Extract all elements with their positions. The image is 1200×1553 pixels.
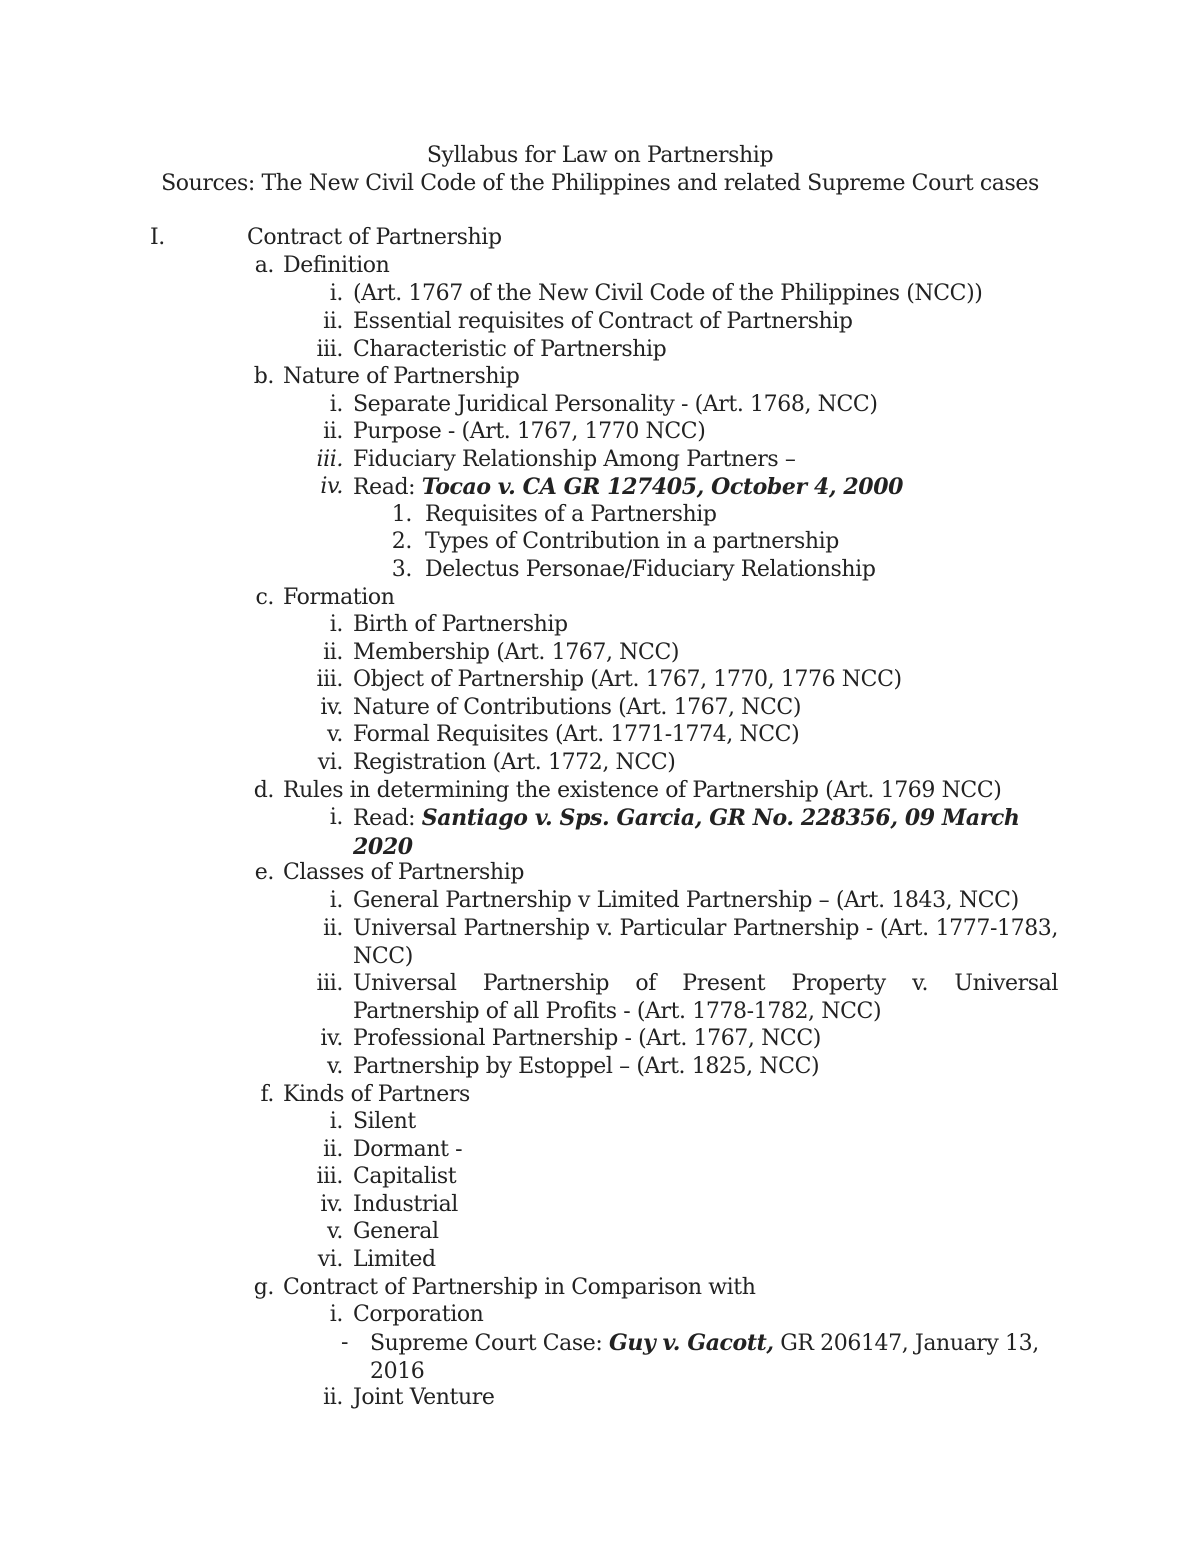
outline-marker: ii. [323, 309, 343, 334]
outline-item-c-v [0, 721, 1200, 749]
case-note-line [370, 1329, 1060, 1386]
outline-marker: i. [329, 281, 343, 306]
outline-item-e-iv [0, 1025, 1200, 1053]
outline-marker: ii. [323, 1137, 343, 1162]
outline-item-I [0, 224, 1200, 252]
outline-text: Requisites of a Partnership [425, 502, 717, 527]
case-note-prefix: Supreme Court Case: [370, 1331, 609, 1356]
outline-text: Corporation [353, 1302, 484, 1327]
outline-marker: i. [329, 1109, 343, 1134]
outline-text: Separate Juridical Personality - (Art. 1768, NCC) [353, 392, 878, 417]
outline-marker: i. [329, 612, 343, 637]
outline-item-f-v [0, 1218, 1200, 1246]
outline-text: Kinds of Partners [283, 1082, 470, 1107]
outline-item-c-i [0, 611, 1200, 639]
outline-marker: vi. [317, 750, 343, 775]
read-prefix: Read: [353, 475, 422, 500]
outline-text: Characteristic of Partnership [353, 337, 667, 362]
outline-marker: v. [326, 1054, 343, 1079]
outline-text: Contract of Partnership in Comparison with [283, 1275, 756, 1300]
outline-item-c-iii [0, 666, 1200, 694]
document-sources: Sources: The New Civil Code of the Philippines and related Supreme Court cases [161, 171, 1039, 196]
outline-marker: vi. [317, 1247, 343, 1272]
outline-text: Definition [283, 253, 390, 278]
outline-text: Universal Partnership of Present Property v. Universal Partnership of all Profits - (Art. 1778-1782, NCC) [353, 971, 1058, 1024]
outline-marker: iii. [316, 971, 343, 996]
outline-text: Contract of Partnership [247, 225, 502, 250]
case-citation: Tocao v. CA GR 127405, October 4, 2000 [421, 474, 904, 500]
outline-item-b-i [0, 391, 1200, 419]
outline-item-f-vi [0, 1246, 1200, 1274]
document-title: Syllabus for Law on Partnership [426, 143, 774, 168]
outline-marker: a. [254, 253, 274, 278]
outline-marker: iv. [320, 695, 343, 720]
outline-item-e [0, 859, 1200, 887]
outline-item-b-iii [0, 446, 1200, 474]
outline-text: Object of Partnership (Art. 1767, 1770, 1776 NCC) [353, 667, 902, 692]
outline-marker: i. [329, 888, 343, 913]
outline-item-f-i [0, 1108, 1200, 1136]
outline-item-c [0, 584, 1200, 612]
outline-marker: 3. [391, 557, 412, 582]
outline-marker: i. [329, 392, 343, 417]
outline-text: Birth of Partnership [353, 612, 568, 637]
read-case-line [353, 473, 903, 502]
outline-item-c-ii [0, 639, 1200, 667]
outline-marker: iii. [316, 337, 343, 362]
outline-text: Fiduciary Relationship Among Partners – [353, 447, 796, 472]
outline-text: Dormant - [353, 1137, 463, 1162]
outline-item-b-iv-2 [0, 528, 1200, 556]
outline-marker: iv. [320, 1026, 343, 1051]
outline-item-b-iv-3 [0, 556, 1200, 584]
outline-text: Registration (Art. 1772, NCC) [353, 750, 676, 775]
outline-text: Formal Requisites (Art. 1771-1774, NCC) [353, 722, 800, 747]
outline-item-g [0, 1274, 1200, 1302]
outline-item-g-ii [0, 1384, 1200, 1412]
outline-marker: ii. [323, 640, 343, 665]
outline-text: General Partnership v Limited Partnership – (Art. 1843, NCC) [353, 888, 1019, 913]
outline-text: Partnership by Estoppel – (Art. 1825, NCC) [353, 1054, 820, 1079]
outline-item-c-vi [0, 749, 1200, 777]
outline-item-a-ii [0, 308, 1200, 336]
outline-marker: iii. [316, 447, 343, 472]
outline-text: Nature of Contributions (Art. 1767, NCC) [353, 695, 802, 720]
outline-marker: iv. [320, 474, 343, 499]
outline-marker: I. [150, 225, 165, 250]
read-case-line [353, 804, 1058, 862]
outline-marker: i. [329, 1302, 343, 1327]
outline-text: Nature of Partnership [283, 364, 520, 389]
outline-marker: i. [329, 805, 343, 830]
outline-text: Limited [353, 1247, 436, 1272]
outline-marker: - [340, 1330, 348, 1355]
outline-marker: ii. [323, 1385, 343, 1410]
outline-text: Delectus Personae/Fiduciary Relationship [425, 557, 876, 582]
outline-marker: ii. [323, 916, 343, 941]
outline-text: Professional Partnership - (Art. 1767, NCC) [353, 1026, 821, 1051]
outline-marker: iii. [316, 667, 343, 692]
read-prefix: Read: [353, 806, 422, 831]
outline-item-f-iii [0, 1163, 1200, 1191]
outline-text: (Art. 1767 of the New Civil Code of the Philippines (NCC)) [353, 281, 983, 306]
outline-marker: iv. [320, 1192, 343, 1217]
outline-item-b [0, 363, 1200, 391]
outline-text: Purpose - (Art. 1767, 1770 NCC) [353, 419, 706, 444]
outline-item-a-i [0, 280, 1200, 308]
outline-item-g-i-case [0, 1329, 1200, 1384]
outline-item-e-iii [0, 970, 1200, 1024]
outline-marker: d. [253, 778, 274, 803]
outline-marker: b. [253, 364, 274, 389]
outline-marker: ii. [323, 419, 343, 444]
outline-text: Universal Partnership v. Particular Partnership - (Art. 1777-1783, NCC) [353, 916, 1058, 969]
outline-text: Capitalist [353, 1164, 457, 1189]
outline-text: Rules in determining the existence of Partnership (Art. 1769 NCC) [283, 778, 1002, 803]
case-citation: Santiago v. Sps. Garcia, GR No. 228356, 09 March 2020 [353, 805, 1020, 860]
outline-item-d [0, 777, 1200, 805]
outline-item-f-iv [0, 1191, 1200, 1219]
outline-text: Industrial [353, 1192, 458, 1217]
outline-text: Membership (Art. 1767, NCC) [353, 640, 680, 665]
outline-marker: e. [254, 860, 274, 885]
outline-item-g-i [0, 1301, 1200, 1329]
outline-marker: v. [326, 722, 343, 747]
outline-text: Formation [283, 585, 395, 610]
outline-marker: c. [255, 585, 274, 610]
outline-marker: 2. [391, 529, 412, 554]
outline-marker: iii. [316, 1164, 343, 1189]
outline-marker: 1. [391, 502, 412, 527]
outline-item-b-iv [0, 473, 1200, 501]
outline-marker: g. [253, 1275, 274, 1300]
outline-marker: v. [326, 1219, 343, 1244]
outline-text: General [353, 1219, 439, 1244]
outline-text: Joint Venture [353, 1385, 495, 1410]
outline-item-e-v [0, 1053, 1200, 1081]
outline-item-e-ii [0, 915, 1200, 969]
outline-item-a [0, 252, 1200, 280]
outline-marker: f. [260, 1082, 274, 1107]
outline-item-f-ii [0, 1136, 1200, 1164]
outline-item-b-iv-1 [0, 501, 1200, 529]
outline-item-c-iv [0, 694, 1200, 722]
case-note-suffix: GR 206147, January 13, 2016 [370, 1331, 1039, 1384]
outline-text: Types of Contribution in a partnership [425, 529, 839, 554]
outline-item-b-ii [0, 418, 1200, 446]
case-citation: Guy v. Gacott, [609, 1330, 774, 1356]
outline-item-f [0, 1081, 1200, 1109]
outline-item-e-i [0, 887, 1200, 915]
outline-item-a-iii [0, 336, 1200, 364]
outline-text: Classes of Partnership [283, 860, 525, 885]
outline-item-d-i [0, 804, 1200, 860]
outline-text: Essential requisites of Contract of Partnership [353, 309, 853, 334]
outline-text: Silent [353, 1109, 416, 1134]
